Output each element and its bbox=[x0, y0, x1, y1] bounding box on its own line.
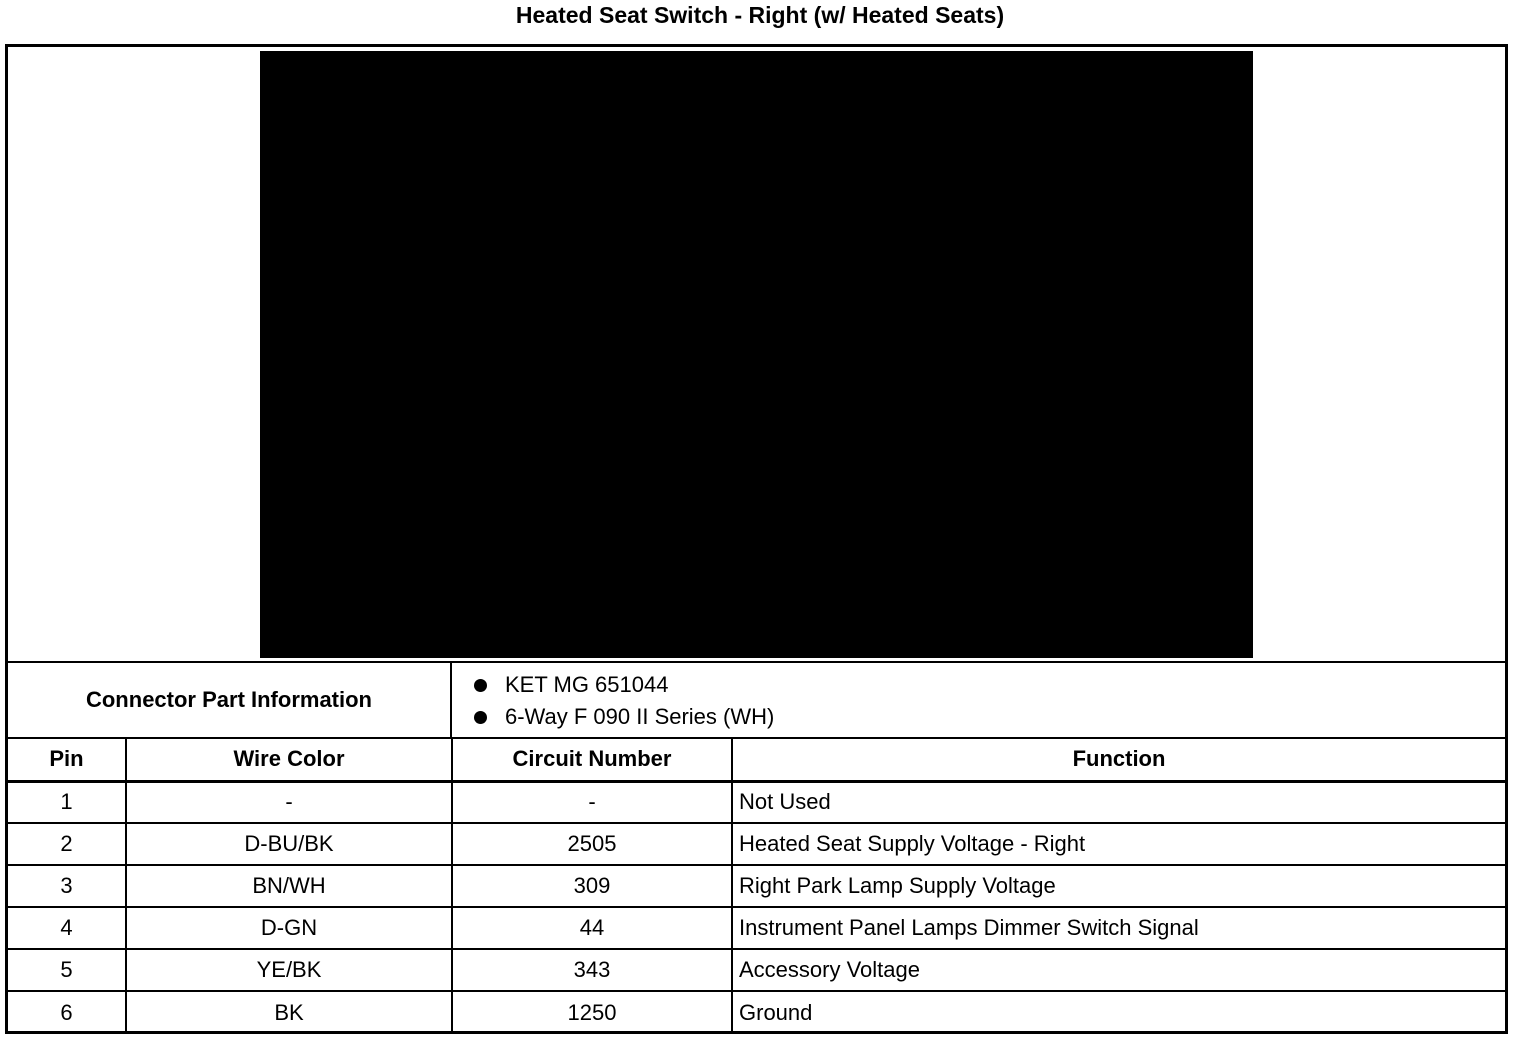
connector-part-info-item bbox=[474, 669, 1505, 701]
pinout-header-row bbox=[8, 739, 1505, 781]
table-row bbox=[8, 949, 1505, 991]
table-row bbox=[8, 865, 1505, 907]
pinout-table bbox=[8, 739, 1505, 1033]
cell-wire-color: - bbox=[126, 781, 452, 823]
cell-wire-color: D-BU/BK bbox=[126, 823, 452, 865]
connector-image-area bbox=[8, 47, 1505, 663]
cell-circuit-number: - bbox=[452, 781, 732, 823]
cell-function: Heated Seat Supply Voltage - Right bbox=[732, 823, 1505, 865]
cell-pin: 2 bbox=[8, 823, 126, 865]
connector-part-info-text: KET MG 651044 bbox=[505, 672, 669, 697]
connector-part-info-item bbox=[474, 701, 1505, 733]
connector-part-info-label: Connector Part Information bbox=[8, 663, 452, 737]
cell-function: Right Park Lamp Supply Voltage bbox=[732, 865, 1505, 907]
header-wire-color: Wire Color bbox=[126, 739, 452, 781]
cell-circuit-number: 2505 bbox=[452, 823, 732, 865]
cell-pin: 3 bbox=[8, 865, 126, 907]
cell-circuit-number: 1250 bbox=[452, 991, 732, 1033]
connector-part-info-list bbox=[452, 663, 1505, 737]
header-function: Function bbox=[732, 739, 1505, 781]
cell-circuit-number: 343 bbox=[452, 949, 732, 991]
connector-part-info-text: 6-Way F 090 II Series (WH) bbox=[505, 704, 775, 729]
cell-pin: 1 bbox=[8, 781, 126, 823]
cell-wire-color: YE/BK bbox=[126, 949, 452, 991]
connector-image bbox=[260, 51, 1253, 658]
cell-circuit-number: 44 bbox=[452, 907, 732, 949]
cell-wire-color: BN/WH bbox=[126, 865, 452, 907]
cell-pin: 6 bbox=[8, 991, 126, 1033]
cell-function: Not Used bbox=[732, 781, 1505, 823]
bullet-icon bbox=[474, 711, 487, 724]
cell-function: Instrument Panel Lamps Dimmer Switch Signal bbox=[732, 907, 1505, 949]
cell-pin: 5 bbox=[8, 949, 126, 991]
connector-sheet bbox=[5, 44, 1508, 1034]
bullet-icon bbox=[474, 679, 487, 692]
cell-wire-color: D-GN bbox=[126, 907, 452, 949]
cell-wire-color: BK bbox=[126, 991, 452, 1033]
table-row bbox=[8, 991, 1505, 1033]
table-row bbox=[8, 907, 1505, 949]
header-circuit-number: Circuit Number bbox=[452, 739, 732, 781]
header-pin: Pin bbox=[8, 739, 126, 781]
page-title: Heated Seat Switch - Right (w/ Heated Seats) bbox=[515, 2, 1005, 28]
cell-function: Accessory Voltage bbox=[732, 949, 1505, 991]
table-row bbox=[8, 823, 1505, 865]
cell-function: Ground bbox=[739, 999, 813, 1025]
table-row bbox=[8, 781, 1505, 823]
cell-pin: 4 bbox=[8, 907, 126, 949]
connector-part-info-row bbox=[8, 663, 1505, 739]
cell-circuit-number: 309 bbox=[452, 865, 732, 907]
